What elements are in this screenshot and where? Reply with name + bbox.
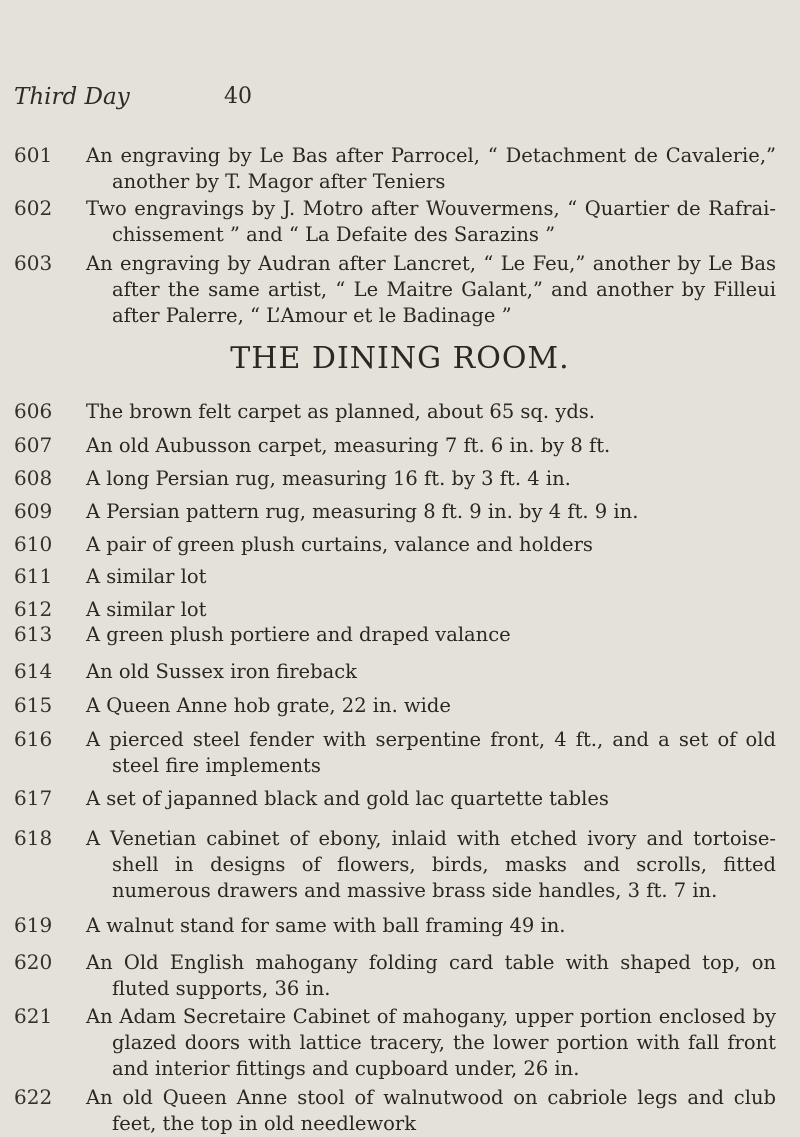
lot-number: 609: [14, 499, 53, 523]
lot-description: A pierced steel fender with serpentine front, 4 ft., and a set of old steel fire implements: [86, 728, 776, 777]
lot-description: An old Sussex iron fireback: [86, 660, 357, 683]
lot-description: An Old English mahogany folding card table with shaped top, on fluted supports, 36 in.: [86, 951, 776, 1000]
section-heading: THE DINING ROOM.: [230, 341, 570, 376]
lot-description: A similar lot: [86, 565, 207, 588]
lot-number: 620: [14, 950, 53, 974]
lot-number: 601: [14, 143, 53, 167]
lot-description: A Queen Anne hob grate, 22 in. wide: [86, 694, 451, 717]
lot-number: 615: [14, 693, 53, 717]
lot-description: A similar lot: [86, 598, 207, 621]
lot-number: 614: [14, 659, 53, 683]
lot-description: A Venetian cabinet of ebony, inlaid with etched ivory and tortoise-shell in designs of flowers, birds, masks and scrolls, fitted numerous drawers and massive brass side handles, 3 ft. 7 in.: [86, 827, 776, 902]
lot-number: 617: [14, 786, 53, 810]
lot-description: An old Queen Anne stool of walnutwood on cabriole legs and club feet, the top in old needlework: [86, 1086, 776, 1135]
lot-description: An old Aubusson carpet, measuring 7 ft. 6 in. by 8 ft.: [86, 434, 611, 457]
lot-description: A set of japanned black and gold lac quartette tables: [86, 787, 609, 810]
lot-description: An engraving by Le Bas after Parrocel, “ Detachment de Cavalerie,” another by T. Magor after Teniers: [86, 144, 776, 193]
lot-number: 621: [14, 1004, 53, 1028]
lot-number: 608: [14, 466, 53, 490]
lot-number: 607: [14, 433, 53, 457]
lot-number: 610: [14, 532, 53, 556]
lot-number: 618: [14, 826, 53, 850]
lot-description: An engraving by Audran after Lancret, “ Le Feu,” another by Le Bas after the same artist, “ Le Maitre Galant,” and another by Filleui after Palerre, “ L’Amour et le Badinage ”: [86, 252, 776, 327]
lot-number: 611: [14, 564, 53, 588]
lot-description: A pair of green plush curtains, valance and holders: [86, 533, 593, 556]
lot-description: The brown felt carpet as planned, about 65 sq. yds.: [86, 400, 596, 423]
lot-number: 619: [14, 913, 53, 937]
lot-description: A Persian pattern rug, measuring 8 ft. 9 in. by 4 ft. 9 in.: [86, 500, 639, 523]
lot-number: 606: [14, 399, 53, 423]
lot-description: A green plush portiere and draped valance: [86, 623, 511, 646]
lot-number: 613: [14, 622, 53, 646]
lot-number: 622: [14, 1085, 53, 1109]
lot-number: 602: [14, 196, 53, 220]
running-head: [0, 84, 800, 114]
lot-description: Two engravings by J. Motro after Wouvermens, “ Quartier de Rafrai-chissement ” and “ La Defaite des Sarazins ”: [86, 197, 776, 246]
lot-number: 603: [14, 251, 53, 275]
lot-description: A long Persian rug, measuring 16 ft. by 3 ft. 4 in.: [86, 467, 571, 490]
lot-number: 612: [14, 597, 53, 621]
lot-description: An Adam Secretaire Cabinet of mahogany, upper portion enclosed by glazed doors with lattice tracery, the lower portion with fall front and interior fittings and cupboard under, 26 in.: [86, 1005, 776, 1080]
running-title: Third Day: [14, 84, 130, 110]
lot-description: A walnut stand for same with ball framing 49 in.: [86, 914, 566, 937]
lot-number: 616: [14, 727, 53, 751]
page-number: 40: [224, 84, 252, 109]
